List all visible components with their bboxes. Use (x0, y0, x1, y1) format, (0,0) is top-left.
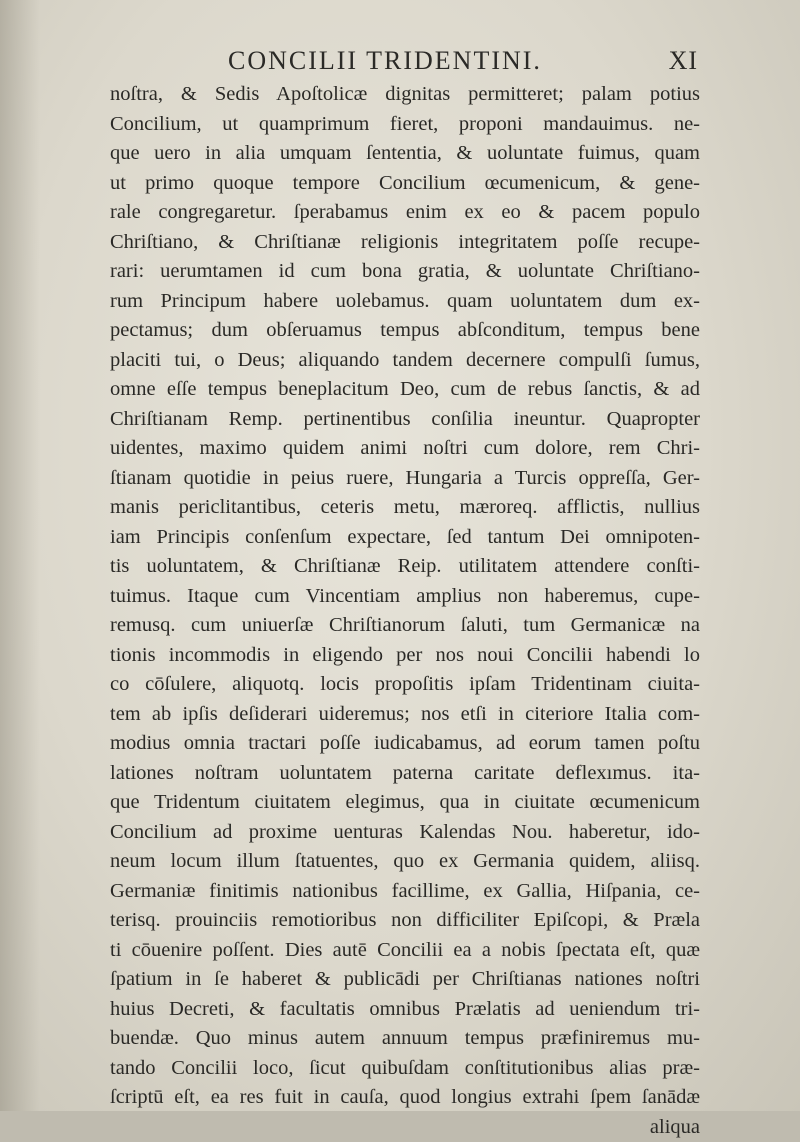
text-line: Germaniæ finitimis nationibus facillime, ex Gallia, Hiſpania, ce- (110, 877, 700, 907)
text-line: tando Concilii loco, ſicut quibuſdam conſtitutionibus alias præ- (110, 1054, 700, 1084)
text-line: co cōſulere, aliquotq. locis propoſitis ipſam Tridentinam ciuita- (110, 670, 700, 700)
text-line: que Tridentum ciuitatem elegimus, qua in ciuitate œcumenicum (110, 788, 700, 818)
running-head (228, 46, 698, 82)
page-number: XI (669, 46, 698, 76)
text-line: remusq. cum uniuerſæ Chriſtianorum ſaluti, tum Germanicæ na (110, 611, 700, 641)
text-line: noſtra, & Sedis Apoſtolicæ dignitas permitteret; palam potius (110, 80, 700, 110)
text-line: rari: uerumtamen id cum bona gratia, & uoluntate Chriſtiano- (110, 257, 700, 287)
text-line: Concilium ad proxime uenturas Kalendas Nou. haberetur, ido- (110, 818, 700, 848)
body-text (110, 80, 700, 1142)
catchword: aliqua (110, 1113, 700, 1142)
text-line: terisq. prouinciis remotioribus non difficiliter Epiſcopi, & Præla (110, 906, 700, 936)
text-line: rum Principum habere uolebamus. quam uoluntatem dum ex- (110, 287, 700, 317)
running-title: CONCILII TRIDENTINI. (228, 46, 542, 76)
text-line: modius omnia tractari poſſe iudicabamus, ad eorum tamen poſtu (110, 729, 700, 759)
text-line: tem ab ipſis deſiderari uideremus; nos etſi in citeriore Italia com- (110, 700, 700, 730)
text-line: tis uoluntatem, & Chriſtianæ Reip. utilitatem attendere conſti- (110, 552, 700, 582)
text-line: neum locum illum ſtatuentes, quo ex Germania quidem, aliisq. (110, 847, 700, 877)
text-line: uidentes, maximo quidem animi noſtri cum dolore, rem Chri- (110, 434, 700, 464)
text-line: que uero in alia umquam ſententia, & uoluntate fuimus, quam (110, 139, 700, 169)
text-line: Concilium, ut quamprimum fieret, proponi mandauimus. ne- (110, 110, 700, 140)
text-line: tuimus. Itaque cum Vincentiam amplius non haberemus, cupe- (110, 582, 700, 612)
text-line: lationes noſtram uoluntatem paterna caritate deflexımus. ita- (110, 759, 700, 789)
text-line: pectamus; dum obſeruamus tempus abſconditum, tempus bene (110, 316, 700, 346)
text-line: rale congregaretur. ſperabamus enim ex eo & pacem populo (110, 198, 700, 228)
text-line: ſpatium in ſe haberet & publicādi per Chriſtianas nationes noſtri (110, 965, 700, 995)
text-line: ti cōuenire poſſent. Dies autē Concilii ea a nobis ſpectata eſt, quæ (110, 936, 700, 966)
text-line: ſcriptū eſt, ea res fuit in cauſa, quod longius extrahi ſpem ſanādæ (110, 1083, 700, 1113)
text-line: Chriſtianam Remp. pertinentibus conſilia ineuntur. Quapropter (110, 405, 700, 435)
text-line: placiti tui, o Deus; aliquando tandem decernere compulſi ſumus, (110, 346, 700, 376)
text-line: omne eſſe tempus beneplacitum Deo, cum de rebus ſanctis, & ad (110, 375, 700, 405)
text-line: iam Principis conſenſum expectare, ſed tantum Dei omnipoten- (110, 523, 700, 553)
text-line: buendæ. Quo minus autem annuum tempus præfiniremus mu- (110, 1024, 700, 1054)
text-line: Chriſtiano, & Chriſtianæ religionis integritatem poſſe recupe- (110, 228, 700, 258)
text-line: ſtianam quotidie in peius ruere, Hungaria a Turcis oppreſſa, Ger- (110, 464, 700, 494)
text-line: huius Decreti, & facultatis omnibus Prælatis ad ueniendum tri- (110, 995, 700, 1025)
text-line: manis periclitantibus, ceteris metu, mæroreq. afflictis, nullius (110, 493, 700, 523)
text-line: tionis incommodis in eligendo per nos noui Concilii habendi lo (110, 641, 700, 671)
text-line: ut primo quoque tempore Concilium œcumenicum, & gene- (110, 169, 700, 199)
